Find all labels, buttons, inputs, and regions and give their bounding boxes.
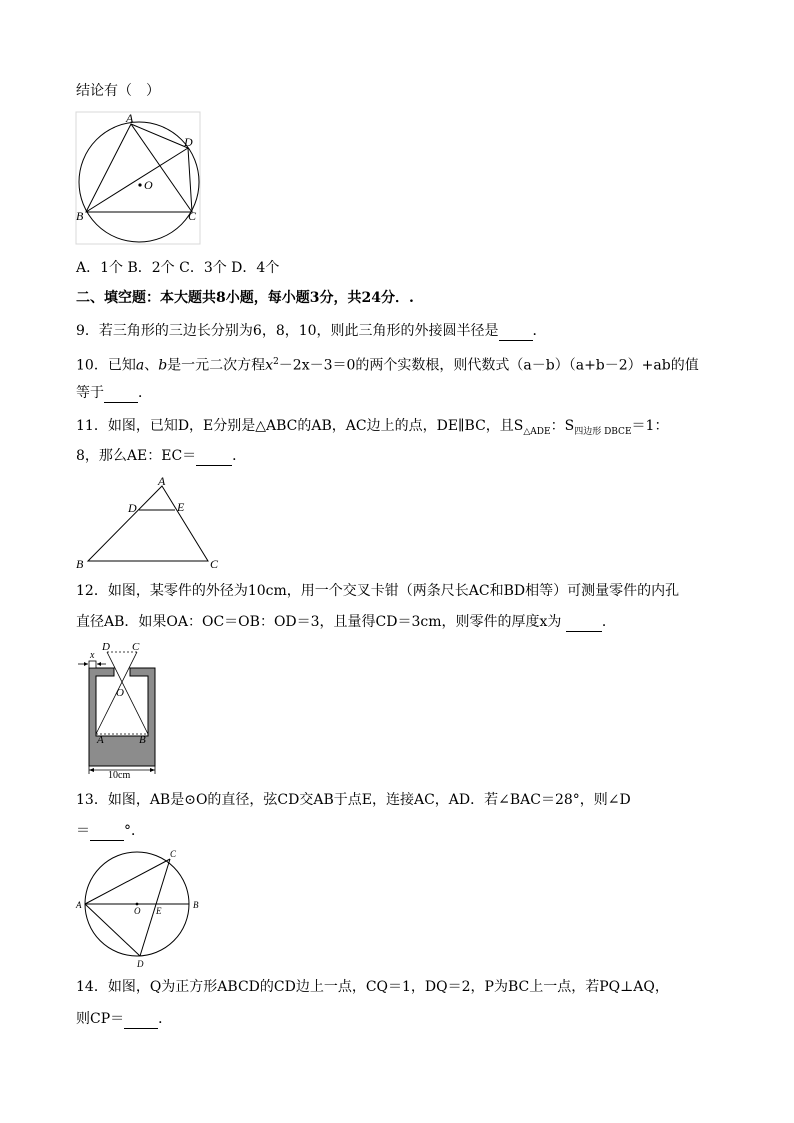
q13-line2-suffix: °． xyxy=(124,823,145,839)
q12-width-arrowhead-right xyxy=(150,768,155,772)
q13-chord-ad xyxy=(85,904,140,956)
q11-label-b: B xyxy=(76,557,84,571)
q12-label-b: B xyxy=(139,734,146,746)
q10-line1 xyxy=(76,353,699,375)
q11-label-a: A xyxy=(158,474,166,488)
q12-x-arrowhead-right xyxy=(97,662,101,666)
q11-triangle-figure xyxy=(76,476,226,571)
q11-sub-dbce: 四边形 DBCE xyxy=(574,426,632,437)
q9-text: 9．若三角形的三边长分别为6，8，10，则此三角形的外接圆半径是 xyxy=(76,323,499,339)
q13-line2 xyxy=(76,822,145,841)
q10-var-b: b xyxy=(158,357,168,374)
q12-label-o: O xyxy=(116,687,124,699)
q10-exponent: 2 xyxy=(273,357,279,367)
q11-mid: ：S xyxy=(550,418,575,434)
q14-line1: 14．如图，Q为正方形ABCD的CD边上一点，CQ＝1，DQ＝2，P为BC上一点，若PQ⊥AQ， xyxy=(76,979,669,995)
q13-center-dot xyxy=(136,903,139,906)
q10-line2-text: 等于 xyxy=(76,385,104,401)
q10-prefix: 10．已知 xyxy=(76,357,136,374)
q12-line2-text: 直径AB．如果OA：OC＝OB：OD＝3，且量得CD＝3cm，则零件的厚度x为 xyxy=(76,614,562,630)
q8-circle xyxy=(79,122,199,242)
q9-answer-blank[interactable] xyxy=(499,322,533,341)
q10-line2 xyxy=(76,384,152,403)
q13-chord-ac xyxy=(85,859,170,904)
q8-quadrilateral xyxy=(86,124,192,212)
q9-question xyxy=(76,322,547,341)
q12-thickness-marker xyxy=(89,661,96,668)
q13-chord-cd xyxy=(140,859,170,956)
q14-line2 xyxy=(76,1010,172,1029)
q11-label-c: C xyxy=(210,557,219,571)
q14-end: ． xyxy=(158,1011,173,1027)
q8-label-d: D xyxy=(184,135,193,149)
q12-answer-blank[interactable] xyxy=(566,613,602,632)
q13-line2-prefix: ＝ xyxy=(76,823,90,839)
q10-answer-blank[interactable] xyxy=(104,384,138,403)
q13-label-b: B xyxy=(193,900,199,910)
q12-label-c: C xyxy=(132,641,140,653)
q12-x-arrowhead-left xyxy=(84,662,88,666)
q11-line2 xyxy=(76,447,246,466)
q12-label-a: A xyxy=(97,734,104,746)
q8-label-b: B xyxy=(76,209,84,223)
q11-line2-text: 8，那么AE：EC＝ xyxy=(76,448,197,464)
q11-line1 xyxy=(76,417,668,441)
q8-label-a: A xyxy=(126,111,134,125)
q11-end: ． xyxy=(232,448,247,464)
q11-triangle xyxy=(88,486,208,561)
q13-circle-figure xyxy=(76,846,216,972)
q14-answer-blank[interactable] xyxy=(124,1010,158,1029)
q8-center-dot xyxy=(138,183,141,186)
q11-sub-ade: △ADE xyxy=(523,426,551,437)
q10-mid: 是一元二次方程 xyxy=(167,357,266,374)
q11-answer-blank[interactable] xyxy=(196,447,232,466)
q8-options: A．1个 B．2个 C．3个 D．4个 xyxy=(76,260,280,276)
q12-line1: 12．如图，某零件的外径为10cm，用一个交叉卡钳（两条尺长AC和BD相等）可测量零件的内孔 xyxy=(76,583,680,599)
q11-line1-end: ＝1： xyxy=(631,418,669,434)
q12-label-width: 10cm xyxy=(108,770,131,781)
q8-diagonal-bd xyxy=(86,148,188,212)
q10-var-x: x xyxy=(265,357,274,374)
q10-end: ． xyxy=(138,385,152,401)
section2-heading: 二、填空题：本大题共8小题，每小题3分，共24分．. xyxy=(76,290,414,306)
q13-label-d: D xyxy=(137,959,144,969)
q12-width-arrowhead-left xyxy=(89,768,94,772)
q13-answer-blank[interactable] xyxy=(90,822,124,841)
q13-line1: 13．如图，AB是⊙O的直径，弦CD交AB于点E，连接AC，AD．若∠BAC＝28°，则∠D xyxy=(76,792,631,808)
q12-label-d: D xyxy=(102,641,110,653)
q14-line2-text: 则CP＝ xyxy=(76,1011,125,1027)
q9-end: ． xyxy=(532,323,547,339)
q8-circle-figure xyxy=(76,112,202,246)
q10-var-a: a xyxy=(135,357,145,374)
q8-conclusion-text: 结论有（ ） xyxy=(76,83,160,99)
q12-end: ． xyxy=(601,614,616,630)
q10-sep: 、 xyxy=(144,357,159,374)
q11-text: 11．如图，已知D，E分别是△ABC的AB，AC边上的点，DE∥BC，且S xyxy=(76,418,524,434)
q13-label-c: C xyxy=(170,849,177,859)
q13-label-o: O xyxy=(134,906,141,916)
q11-label-e: E xyxy=(177,500,185,514)
q13-label-e: E xyxy=(156,906,162,916)
q8-label-c: C xyxy=(188,209,197,223)
q8-label-o: O xyxy=(144,178,153,192)
q12-line2 xyxy=(76,613,616,632)
q12-label-x: x xyxy=(90,650,95,661)
q10-equation: －2x－3＝0的两个实数根，则代数式（a－b）（a+b－2）+ab的值 xyxy=(278,357,699,374)
q13-label-a: A xyxy=(76,900,82,910)
q12-caliper-figure xyxy=(76,640,166,780)
q11-label-d: D xyxy=(128,501,137,515)
q12-arm-bd xyxy=(107,652,148,734)
